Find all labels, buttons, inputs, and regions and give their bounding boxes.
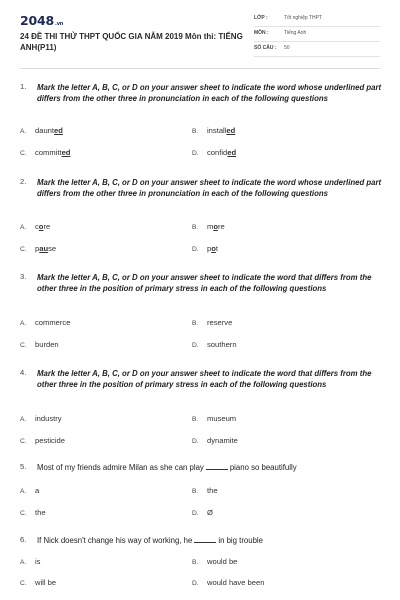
q5-option-b[interactable] [192,486,218,495]
logo-text: 2048 [20,13,54,28]
q2-option-c[interactable] [20,244,56,253]
meta-count-value: 50 [284,45,290,51]
option-letter: D. [192,580,199,587]
option-letter: B. [192,488,199,495]
question-number: 2. [20,177,27,186]
option-underlined: o [211,244,216,253]
meta-grade-label: LỚP : [254,15,268,21]
header-divider [20,68,380,69]
option-letter: B. [192,320,199,327]
option-underlined: au [39,244,49,253]
option-text-end: se [48,244,57,253]
option-letter: B. [192,559,199,566]
option-letter: C. [20,150,27,157]
q4-option-b[interactable] [192,414,236,423]
meta-grade [254,12,380,27]
site-logo[interactable] [20,13,63,28]
q2-option-a[interactable] [20,222,50,231]
option-text: confid [207,148,228,157]
option-letter: D. [192,342,199,349]
q5-option-a[interactable] [20,486,39,495]
option-text: Ø [207,508,213,517]
meta-subject-value: Tiếng Anh [284,30,307,36]
option-letter: C. [20,342,27,349]
option-letter: B. [192,128,199,135]
option-letter: A. [20,559,27,566]
option-text: daunt [35,126,55,135]
option-text: would have been [207,578,265,587]
q1-option-c[interactable] [20,148,70,157]
option-text: committ [35,148,62,157]
option-text: dynamite [207,436,238,445]
option-text: will be [35,578,57,587]
question-text [37,462,382,473]
option-text: the [35,508,46,517]
q3-option-c[interactable] [20,340,59,349]
option-text: museum [207,414,237,423]
q1-option-b[interactable] [192,126,235,135]
option-underlined: ed [54,126,63,135]
option-underlined: ed [227,148,237,157]
logo-suffix: .vn [55,21,64,27]
option-underlined: ed [226,126,236,135]
option-text: a [35,486,40,495]
option-text: m [207,222,214,231]
option-text: pesticide [35,436,65,445]
option-letter: A. [20,416,27,423]
question-number: 3. [20,272,27,281]
option-text: c [35,222,39,231]
q2-option-b[interactable] [192,222,225,231]
q1-option-a[interactable] [20,126,63,135]
option-underlined: ed [61,148,71,157]
option-letter: A. [20,224,27,231]
question-text [37,535,382,546]
question-number: 5. [20,462,27,471]
meta-question-count [254,42,380,57]
q3-option-d[interactable] [192,340,237,349]
question-number: 4. [20,368,27,377]
q4-option-c[interactable] [20,436,65,445]
option-underlined: o [38,222,44,231]
option-letter: A. [20,320,27,327]
q3-option-b[interactable] [192,318,232,327]
option-letter: C. [20,580,27,587]
question-text: Mark the letter A, B, C, or D on your answer sheet to indicate the word that differs from the other three in the position of primary stress in each of the following questions [37,273,372,293]
option-letter: C. [20,438,27,445]
q6-option-a[interactable] [20,557,40,566]
option-letter: D. [192,150,199,157]
question-text: Mark the letter A, B, C, or D on your answer sheet to indicate the word whose underlined part differs from the other three in pronunciation in each of the following questions [37,178,382,198]
option-text-end: t [215,244,218,253]
option-letter: B. [192,224,199,231]
option-text-end: re [217,222,225,231]
q6-option-b[interactable] [192,557,237,566]
question-text: Mark the letter A, B, C, or D on your answer sheet to indicate the word that differs from the other three in the position of primary stress in each of the following questions [37,369,372,389]
q3-option-a[interactable] [20,318,70,327]
option-letter: C. [20,510,27,517]
option-letter: D. [192,246,199,253]
answer-blank [206,469,228,470]
option-letter: A. [20,128,27,135]
option-text: industry [35,414,62,423]
question-number: 1. [20,82,27,91]
q5-option-c[interactable] [20,508,46,517]
q4-option-d[interactable] [192,436,238,445]
option-text: reserve [207,318,233,327]
question-text: Mark the letter A, B, C, or D on your answer sheet to indicate the word whose underlined part differs from the other three in pronunciation in each of the following questions [37,83,382,103]
option-text: burden [35,340,59,349]
option-text: would be [207,557,238,566]
option-letter: D. [192,510,199,517]
option-letter: C. [20,246,27,253]
option-text: southern [207,340,237,349]
q6-option-c[interactable] [20,578,56,587]
q5-option-d[interactable] [192,508,213,517]
question-text-start: Most of my friends admire Milan as she can play [37,463,204,472]
option-letter: A. [20,488,27,495]
option-letter: B. [192,416,199,423]
meta-count-label: SỐ CÂU : [254,45,277,51]
meta-grade-value: Tốt nghiệp THPT [284,15,322,21]
meta-subject [254,27,380,42]
page-header [0,0,400,66]
q6-option-d[interactable] [192,578,264,587]
option-text: install [207,126,227,135]
option-text: p [207,244,212,253]
answer-blank [194,542,216,543]
question-text-end: piano so beautifully [229,463,297,472]
option-letter: D. [192,438,199,445]
q1-option-d[interactable] [192,148,236,157]
meta-subject-label: MÔN : [254,30,269,36]
option-text-end: re [43,222,51,231]
option-underlined: o [213,222,218,231]
question-number: 6. [20,535,27,544]
option-text: is [35,557,41,566]
q4-option-a[interactable] [20,414,62,423]
option-text: p [35,244,40,253]
question-text-end: in big trouble [218,536,263,545]
question-text-start: If Nick doesn't change his way of working, he [37,536,193,545]
q2-option-d[interactable] [192,244,218,253]
option-text: the [207,486,218,495]
option-text: commerce [35,318,71,327]
exam-title: 24 ĐỀ THI THỬ THPT QUỐC GIA NĂM 2019 Môn thi: TIẾNG ANH(P11) [20,32,243,52]
